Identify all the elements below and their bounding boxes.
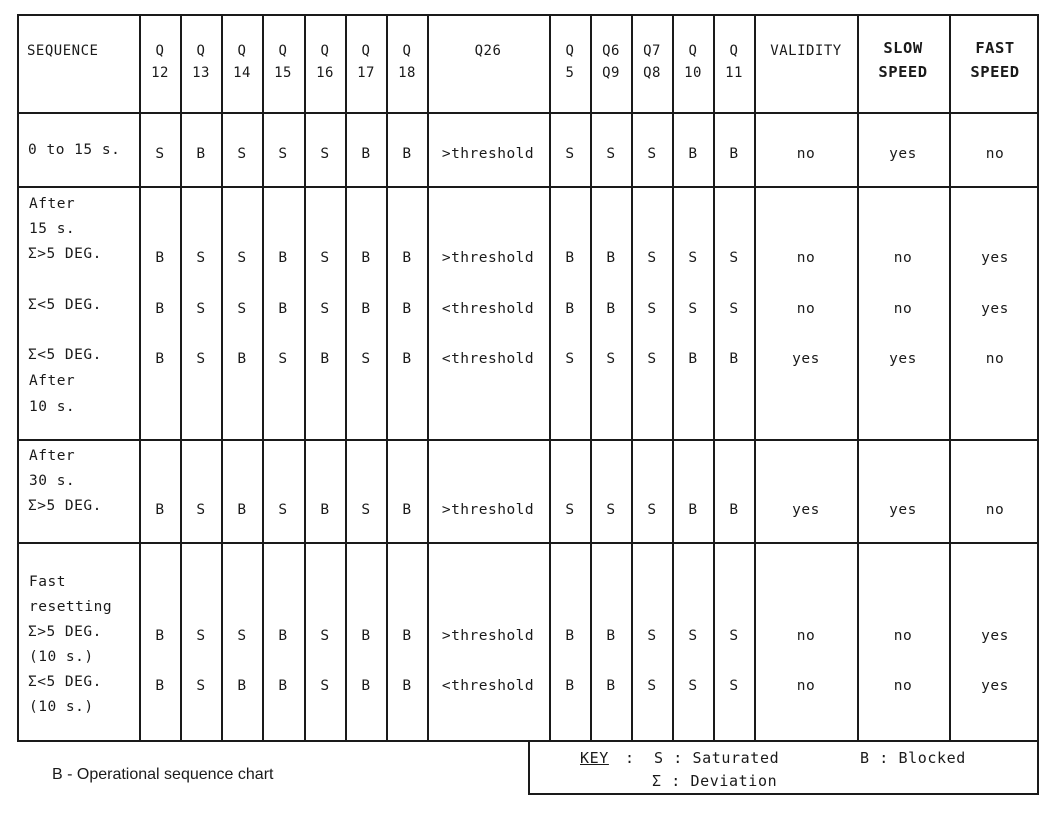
table-cell: B xyxy=(278,628,288,644)
table-cell: S xyxy=(196,301,206,317)
table-cell: B xyxy=(606,301,616,317)
table-cell: B xyxy=(196,146,206,162)
table-cell: B xyxy=(155,301,165,317)
seq-label: resetting xyxy=(29,599,113,615)
table-cell: B xyxy=(361,250,371,266)
column-header xyxy=(388,40,426,84)
table-cell: no xyxy=(796,146,816,162)
table-cell: S xyxy=(196,678,206,694)
table-cell: B xyxy=(320,351,330,367)
seq-label: After xyxy=(29,448,76,464)
table-cell: no xyxy=(796,678,816,694)
table-cell: S xyxy=(196,502,206,518)
column-header-line: Q6 xyxy=(602,43,620,59)
seq-label: 15 s. xyxy=(29,221,76,237)
column-header-line: Q7 xyxy=(643,43,661,59)
table-cell: S xyxy=(647,146,657,162)
table-cell: B xyxy=(402,250,412,266)
table-cell: S xyxy=(237,301,247,317)
table-cell: B xyxy=(278,301,288,317)
column-header xyxy=(633,40,671,84)
table-cell: S xyxy=(237,628,247,644)
seq-label: 30 s. xyxy=(29,473,76,489)
column-header-line: 14 xyxy=(233,65,251,81)
seq-label: (10 s.) xyxy=(29,699,94,715)
table-cell: S xyxy=(196,628,206,644)
table-cell: B xyxy=(688,351,698,367)
seq-label: Σ>5 DEG. xyxy=(28,498,102,514)
table-cell: B xyxy=(565,628,575,644)
table-cell: S xyxy=(647,351,657,367)
column-header-line: 11 xyxy=(725,65,743,81)
table-cell: B xyxy=(155,678,165,694)
table-cell: B xyxy=(688,502,698,518)
column-header-line: Q9 xyxy=(602,65,620,81)
column-header-line: SPEED xyxy=(970,63,1020,81)
column-header xyxy=(27,40,137,62)
table-cell: B xyxy=(361,301,371,317)
column-header-line: 10 xyxy=(684,65,702,81)
column-header xyxy=(592,40,630,84)
row-divider xyxy=(19,439,1037,441)
seq-label: 10 s. xyxy=(29,399,76,415)
table-cell: yes xyxy=(981,250,1009,266)
table-cell: S xyxy=(278,351,288,367)
column-header xyxy=(141,40,179,84)
column-header-line: Q xyxy=(565,43,575,59)
column-header-line: Q xyxy=(402,43,412,59)
column-header-line: SPEED xyxy=(878,63,928,81)
table-cell: S xyxy=(647,502,657,518)
table-cell: S xyxy=(647,678,657,694)
table-cell: S xyxy=(688,301,698,317)
seq-label: Fast xyxy=(29,574,66,590)
table-cell: S xyxy=(606,502,616,518)
column-header xyxy=(858,36,948,84)
table-cell: B xyxy=(361,678,371,694)
key-colon: : xyxy=(625,749,635,767)
table-cell: B xyxy=(237,502,247,518)
table-cell: S xyxy=(361,351,371,367)
row-divider xyxy=(19,112,1037,114)
column-header-line: 16 xyxy=(316,65,334,81)
seq-label: Σ>5 DEG. xyxy=(28,246,102,262)
table-cell: B xyxy=(278,250,288,266)
table-cell: no xyxy=(985,146,1005,162)
sequence-table xyxy=(17,14,1039,742)
table-cell: B xyxy=(320,502,330,518)
table-cell: S xyxy=(196,351,206,367)
table-cell: S xyxy=(278,146,288,162)
table-cell: S xyxy=(361,502,371,518)
seq-label: Σ<5 DEG. xyxy=(28,347,102,363)
table-cell: no xyxy=(796,628,816,644)
table-cell: B xyxy=(565,678,575,694)
column-header xyxy=(761,40,851,62)
table-cell: S xyxy=(320,250,330,266)
table-cell: yes xyxy=(889,146,917,162)
table-cell: B xyxy=(565,301,575,317)
column-header xyxy=(223,40,261,84)
key-saturated: S : Saturated xyxy=(654,749,780,767)
table-cell: B xyxy=(565,250,575,266)
key-blocked: B : Blocked xyxy=(860,749,966,767)
seq-label: (10 s.) xyxy=(29,649,94,665)
table-cell: <threshold xyxy=(441,301,535,317)
col-divider xyxy=(754,16,756,740)
key-legend xyxy=(528,742,1039,795)
table-cell: S xyxy=(647,250,657,266)
table-cell: >threshold xyxy=(441,250,535,266)
table-cell: >threshold xyxy=(441,502,535,518)
table-cell: S xyxy=(237,146,247,162)
seq-label: After xyxy=(29,373,76,389)
column-header xyxy=(433,40,543,62)
table-cell: S xyxy=(320,678,330,694)
column-header-line: 15 xyxy=(274,65,292,81)
col-divider xyxy=(427,16,429,740)
table-cell: yes xyxy=(792,351,820,367)
table-cell: B xyxy=(402,678,412,694)
table-cell: S xyxy=(320,301,330,317)
column-header-line: Q xyxy=(196,43,206,59)
table-cell: S xyxy=(688,628,698,644)
table-cell: B xyxy=(237,678,247,694)
table-cell: S xyxy=(565,351,575,367)
seq-label: 0 to 15 s. xyxy=(28,142,121,158)
table-cell: yes xyxy=(792,502,820,518)
table-cell: S xyxy=(729,678,739,694)
table-cell: >threshold xyxy=(441,146,535,162)
column-header-line: 17 xyxy=(357,65,375,81)
table-cell: B xyxy=(606,250,616,266)
table-cell: B xyxy=(729,146,739,162)
table-cell: >threshold xyxy=(441,628,535,644)
column-header-line: 5 xyxy=(565,65,575,81)
row-divider xyxy=(19,186,1037,188)
table-cell: B xyxy=(402,146,412,162)
table-cell: B xyxy=(155,250,165,266)
column-header xyxy=(715,40,753,84)
table-cell: S xyxy=(606,146,616,162)
column-header xyxy=(347,40,385,84)
column-header xyxy=(306,40,344,84)
column-header-line: SEQUENCE xyxy=(27,43,99,59)
table-cell: S xyxy=(320,146,330,162)
column-header-line: Q8 xyxy=(643,65,661,81)
table-cell: <threshold xyxy=(441,351,535,367)
table-cell: no xyxy=(893,250,913,266)
table-cell: S xyxy=(647,628,657,644)
table-cell: yes xyxy=(981,301,1009,317)
key-title: KEY xyxy=(580,749,609,767)
figure-caption: B - Operational sequence chart xyxy=(52,766,274,783)
table-cell: S xyxy=(237,250,247,266)
table-cell: S xyxy=(196,250,206,266)
table-cell: B xyxy=(688,146,698,162)
seq-label: Σ<5 DEG. xyxy=(28,674,102,690)
table-cell: S xyxy=(729,301,739,317)
table-cell: no xyxy=(893,301,913,317)
column-header-line: Q26 xyxy=(474,43,502,59)
table-cell: S xyxy=(565,502,575,518)
table-cell: S xyxy=(155,146,165,162)
column-header-line: Q xyxy=(688,43,698,59)
table-cell: S xyxy=(278,502,288,518)
column-header xyxy=(264,40,302,84)
column-header-line: SLOW xyxy=(883,39,923,57)
column-header xyxy=(551,40,589,84)
table-cell: yes xyxy=(889,502,917,518)
column-header xyxy=(674,40,712,84)
table-cell: S xyxy=(729,250,739,266)
seq-label: Σ>5 DEG. xyxy=(28,624,102,640)
table-cell: <threshold xyxy=(441,678,535,694)
table-cell: B xyxy=(606,678,616,694)
column-header-line: 12 xyxy=(151,65,169,81)
table-cell: no xyxy=(985,502,1005,518)
table-cell: B xyxy=(402,301,412,317)
column-header-line: Q xyxy=(155,43,165,59)
table-cell: no xyxy=(893,678,913,694)
table-cell: B xyxy=(729,351,739,367)
column-header-line: Q xyxy=(729,43,739,59)
key-deviation: Σ : Deviation xyxy=(652,772,778,790)
table-cell: B xyxy=(361,146,371,162)
seq-label: Σ<5 DEG. xyxy=(28,297,102,313)
column-header xyxy=(950,36,1040,84)
table-cell: S xyxy=(647,301,657,317)
table-cell: B xyxy=(237,351,247,367)
table-cell: B xyxy=(729,502,739,518)
table-cell: B xyxy=(278,678,288,694)
seq-label: After xyxy=(29,196,76,212)
table-cell: B xyxy=(402,628,412,644)
table-cell: B xyxy=(361,628,371,644)
table-cell: B xyxy=(155,628,165,644)
table-cell: B xyxy=(155,502,165,518)
table-cell: yes xyxy=(889,351,917,367)
table-cell: S xyxy=(688,678,698,694)
table-cell: B xyxy=(606,628,616,644)
column-header-line: VALIDITY xyxy=(770,43,842,59)
table-cell: B xyxy=(402,502,412,518)
table-cell: S xyxy=(606,351,616,367)
table-cell: no xyxy=(893,628,913,644)
table-cell: no xyxy=(796,250,816,266)
column-header xyxy=(182,40,220,84)
table-cell: S xyxy=(320,628,330,644)
table-cell: yes xyxy=(981,628,1009,644)
column-header-line: Q xyxy=(320,43,330,59)
column-header-line: Q xyxy=(361,43,371,59)
column-header-line: 13 xyxy=(192,65,210,81)
column-header-line: Q xyxy=(278,43,288,59)
column-header-line: Q xyxy=(237,43,247,59)
table-cell: B xyxy=(155,351,165,367)
table-cell: yes xyxy=(981,678,1009,694)
table-cell: no xyxy=(796,301,816,317)
table-cell: S xyxy=(688,250,698,266)
column-header-line: 18 xyxy=(398,65,416,81)
table-cell: S xyxy=(565,146,575,162)
table-cell: no xyxy=(985,351,1005,367)
table-cell: S xyxy=(729,628,739,644)
table-cell: B xyxy=(402,351,412,367)
column-header-line: FAST xyxy=(975,39,1015,57)
row-divider xyxy=(19,542,1037,544)
